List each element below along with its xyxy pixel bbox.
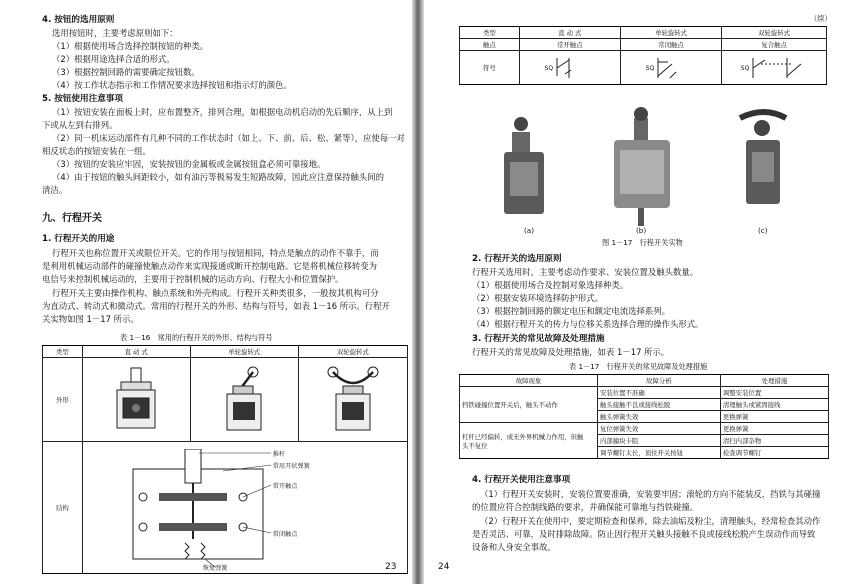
paragraph-line: 的位置应符合控制线路的要求，并确保能可靠地与挡铁碰撞。	[472, 502, 699, 512]
right-page	[424, 0, 842, 584]
structure-diagram	[123, 449, 273, 569]
table-header: 直 动 式	[82, 346, 190, 358]
left-page	[0, 0, 412, 584]
figure-17-caption: 图 1－17 行程开关实物	[602, 238, 683, 247]
paragraph-line: 为直动式、转动式和微动式。常用的行程开关的外形、结构与符号，如表 1－16 所示。行程开	[42, 301, 390, 311]
table-header: 双轮旋转式	[722, 27, 827, 39]
table-cell: 复合触点	[722, 39, 827, 51]
list-item: （1）根据使用场合选择控制按钮的种类。	[52, 41, 209, 51]
table-cell: 清扫内部杂物	[720, 435, 828, 447]
table-cell: 符号	[460, 51, 520, 85]
cell-line: 头不复位	[462, 441, 488, 450]
list-item: （3）根据控制回路的额定电压和额定电流选择系列。	[472, 306, 670, 316]
paragraph-line: 行程开关也称位置开关或限位开关。它的作用与按钮相同，特点是触点的动作不靠手，而	[52, 248, 379, 258]
table-cell: 更换弹簧	[720, 411, 828, 423]
table-cell: 触点	[460, 39, 520, 51]
book-gutter	[412, 0, 424, 584]
page-number: 23	[385, 562, 397, 572]
row-label-structure: 结构	[43, 442, 83, 574]
appearance-double-roller-cell	[298, 358, 407, 442]
photo-label-c: (c)	[758, 226, 768, 235]
table-17-caption: 表 1－17 行程开关的常见故障及处理措施	[569, 362, 708, 371]
cell-line: 杠杆已经偏转，或无外界机械力作用，但触	[462, 432, 584, 441]
table-17	[459, 374, 829, 459]
table-cell: 触头弹簧失效	[597, 411, 720, 423]
paragraph-line: 清洁。	[42, 185, 68, 195]
section-4-title: 4. 行程开关使用注意事项	[472, 475, 571, 485]
appearance-direct-cell	[82, 358, 190, 442]
paragraph-line: 关实物如图 1－17 所示。	[42, 314, 139, 324]
label-nc-contact: 常闭触点	[272, 530, 298, 538]
table-header: 类型	[460, 27, 520, 39]
switch-photos	[494, 104, 824, 234]
symbol-nc-cell	[620, 51, 721, 85]
subsection-1-title: 1. 行程开关的用途	[42, 234, 115, 244]
paragraph-line: （3）按钮的安装应牢固，安装按钮的金属板或金属按钮盒必须可靠接地。	[52, 159, 326, 169]
table-cell: 清理触头或紧固接线	[720, 399, 828, 411]
label-no-contact: 常开触点	[272, 482, 298, 490]
sq-label: SQ	[645, 64, 655, 72]
paragraph-line: 是利用机械运动部件的碰撞使触点动作来实现接通或断开控制电路。它是将机械位移转变为	[42, 261, 377, 271]
normally-open-symbol	[555, 56, 595, 80]
list-item: （3）根据控制回路的需要确定按钮数。	[52, 67, 200, 77]
table-cell: 挡铁碰撞位置开关后，触头不动作	[460, 387, 598, 423]
photo-label-a: (a)	[524, 226, 535, 235]
table-16-continued	[459, 26, 827, 85]
paragraph-line: 电信号来控制机械运动的，主要用于控制机械的运动方向、行程大小和位置保护。	[42, 274, 344, 284]
continued-label: （续）	[810, 14, 832, 23]
section-3-title: 3. 行程开关的常见故障及处理措施	[472, 334, 605, 344]
chapter-9-title: 九、行程开关	[42, 213, 102, 224]
list-item: （4）按工作状态指示和工作情况要求选择按钮和指示灯的颜色。	[52, 80, 292, 90]
table-cell: 检查调节螺钉	[720, 447, 828, 459]
paragraph-line: 行程开关主要由操作机构、触点系统和外壳构成。行程开关种类很多，一般按其机构可分	[52, 288, 379, 298]
table-header: 故障分析	[597, 375, 720, 387]
section-4-title: 4. 按钮的选用原则	[42, 15, 115, 25]
direct-switch-drawing	[111, 364, 161, 434]
list-item: （1）根据使用场合及控制对象选择种类。	[472, 280, 629, 290]
table-cell	[460, 423, 598, 459]
table-header: 处理措施	[720, 375, 828, 387]
normally-closed-symbol	[656, 56, 696, 80]
table-header: 单轮旋转式	[190, 346, 298, 358]
table-cell: 调节螺钉太长，顶住开关按钮	[597, 447, 720, 459]
table-cell: 内部撞块卡阻	[597, 435, 720, 447]
section-3-intro: 行程开关的常见故障及处理措施，如表 1－17 所示。	[472, 347, 670, 357]
table-cell: 常闭触点	[620, 39, 721, 51]
appearance-single-roller-cell	[190, 358, 298, 442]
symbol-no-cell	[519, 51, 620, 85]
structure-cell	[82, 442, 407, 574]
table-16	[42, 345, 408, 574]
page-number: 24	[438, 562, 450, 572]
section-4-intro: 选用按钮时，主要考虑原则如下：	[52, 28, 178, 38]
table-header: 单轮旋转式	[620, 27, 721, 39]
list-item: （2）根据安装环境选择防护形式。	[472, 293, 603, 303]
label-spring: 常用开状弹簧	[272, 462, 310, 470]
paragraph-line: 是否灵活、可靠，及时排除故障。防止因行程开关触头接触不良或接线松脱产生误动作而导致	[472, 529, 816, 539]
photo-b	[614, 107, 670, 226]
table-header: 类型	[43, 346, 83, 358]
table-header: 直 动 式	[519, 27, 620, 39]
paragraph-line: （1）行程开关安装时，安装位置要准确，安装要牢固；滚轮的方向不能装反，挡铁与其碰撞	[480, 489, 821, 499]
paragraph-line: 设备和人身安全事故。	[472, 542, 556, 552]
photo-label-b: (b)	[636, 226, 647, 235]
paragraph-line: 下或从左到右排列。	[42, 120, 118, 130]
section-2-title: 2. 行程开关的选用原则	[472, 254, 562, 264]
paragraph-line: （2）同一机床运动部件有几种不同的工作状态时（如上、下、前、后、松、紧等），应使每一对	[52, 133, 405, 143]
composite-contact-symbol	[751, 56, 807, 80]
table-16-caption: 表 1－16 常用的行程开关的外形、结构与符号	[120, 333, 273, 342]
photo-c	[740, 112, 786, 204]
table-cell: 常开触点	[519, 39, 620, 51]
section-5-title: 5. 按钮使用注意事项	[42, 94, 123, 104]
table-header: 双轮旋转式	[298, 346, 407, 358]
list-item: （2）根据用途选择合适的形式。	[52, 54, 175, 64]
table-cell: 复位弹簧失效	[597, 423, 720, 435]
list-item: （4）根据行程开关的传力与位移关系选择合理的操作头形式。	[472, 319, 704, 329]
section-2-intro: 行程开关选用时，主要考虑动作要求、安装位置及触头数量。	[472, 267, 699, 277]
table-cell: 更换弹簧	[720, 423, 828, 435]
table-header: 故障现象	[460, 375, 598, 387]
table-cell: 调整安装位置	[720, 387, 828, 399]
label-push-rod: 推杆	[272, 450, 286, 458]
table-cell: 安装位置不准确	[597, 387, 720, 399]
sq-label: SQ	[544, 64, 554, 72]
paragraph-line: （4）由于按钮的触头间距较小，如有油污等极易发生短路故障，因此应注意保持触头间的	[52, 172, 384, 182]
photo-a	[504, 117, 544, 214]
symbol-composite-cell	[722, 51, 827, 85]
paragraph-line: 相反状态的按钮安装在一组。	[42, 146, 151, 156]
label-return-spring: 恢复弹簧	[202, 564, 228, 572]
double-roller-switch-drawing	[323, 364, 383, 434]
table-cell: 触头接触不良或接线松脱	[597, 399, 720, 411]
row-label-appearance: 外形	[43, 358, 83, 442]
single-roller-switch-drawing	[219, 364, 269, 434]
paragraph-line: （2）行程开关在使用中，要定期检查和保养，除去油垢及粉尘，清理触头，经常检查其动作	[480, 516, 821, 526]
sq-label: SQ	[740, 64, 750, 72]
paragraph-line: （1）按钮安装在面板上时，应布置整齐，排列合理，如根据电动机启动的先后顺序，从上到	[52, 107, 393, 117]
